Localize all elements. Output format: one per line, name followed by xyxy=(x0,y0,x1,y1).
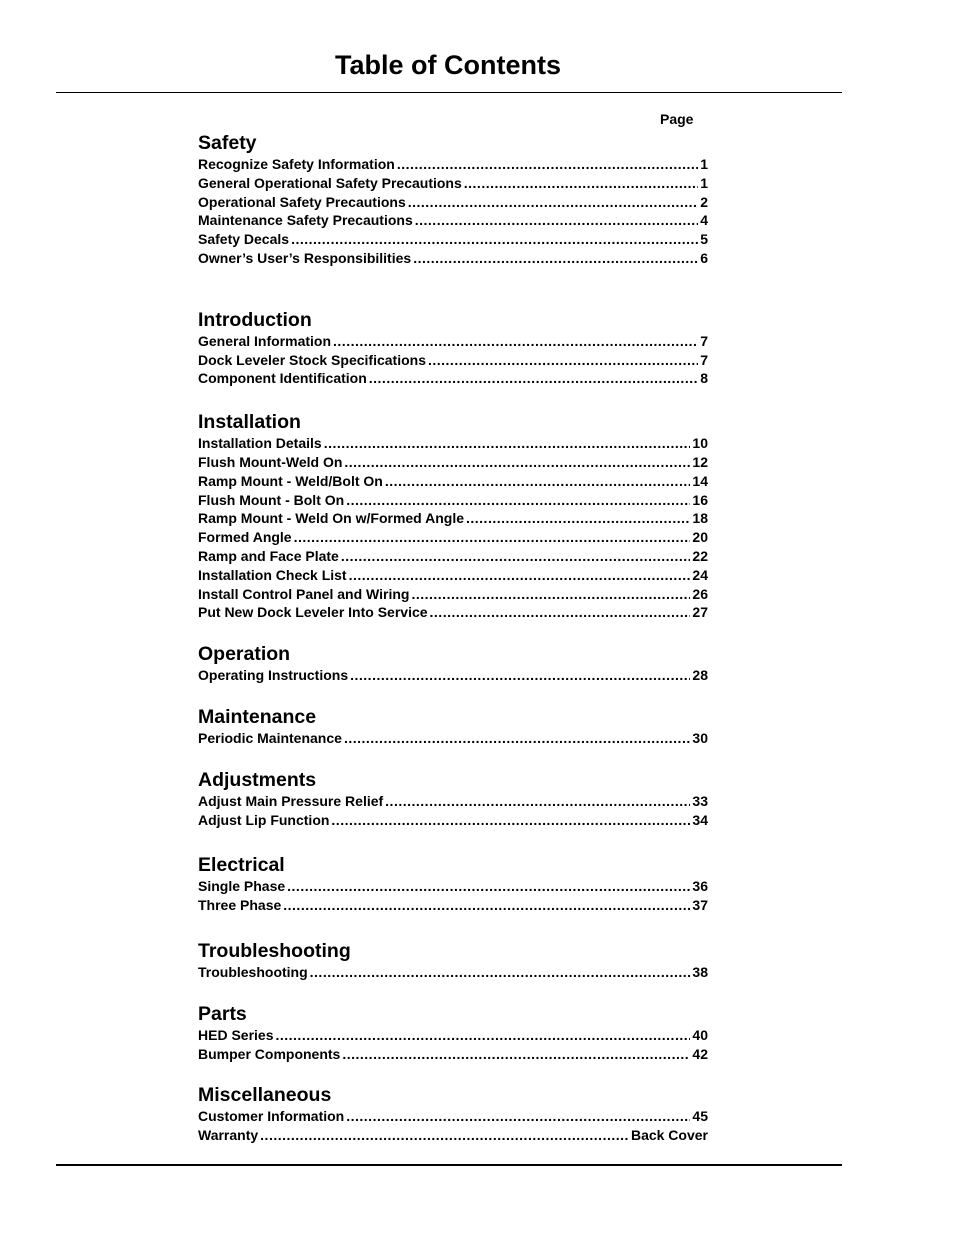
entry-label: Operational Safety Precautions xyxy=(198,193,406,210)
section-title: Introduction xyxy=(198,308,312,331)
toc-section xyxy=(198,1002,708,1064)
toc-entry[interactable] xyxy=(198,729,708,748)
toc-entry[interactable] xyxy=(198,249,708,268)
toc-entry[interactable] xyxy=(198,585,708,604)
dot-leader xyxy=(428,351,698,370)
toc-entry[interactable] xyxy=(198,1126,708,1145)
toc-section xyxy=(198,131,708,268)
toc-entry[interactable] xyxy=(198,211,708,230)
entry-page-number: 37 xyxy=(692,897,708,914)
entry-label: Ramp Mount - Weld On w/Formed Angle xyxy=(198,510,464,527)
dot-leader xyxy=(260,1126,629,1145)
toc-entry[interactable] xyxy=(198,528,708,547)
entry-page-number: 2 xyxy=(700,193,708,210)
dot-leader xyxy=(344,453,690,472)
dot-leader xyxy=(341,547,691,566)
dot-leader xyxy=(466,509,690,528)
entry-page-number: 8 xyxy=(700,370,708,387)
section-title: Miscellaneous xyxy=(198,1084,332,1107)
toc-entry[interactable] xyxy=(198,1107,708,1126)
section-title: Installation xyxy=(198,411,301,434)
section-title: Operation xyxy=(198,643,291,666)
dot-leader xyxy=(385,472,691,491)
dot-leader xyxy=(342,1045,690,1064)
toc-entry[interactable] xyxy=(198,792,708,811)
dot-leader xyxy=(287,877,690,896)
entry-page-number: 33 xyxy=(692,792,708,809)
entry-label: Safety Decals xyxy=(198,231,290,248)
entry-page-number: 36 xyxy=(692,878,708,895)
dot-leader xyxy=(369,369,698,388)
entry-page-number: 27 xyxy=(692,604,708,621)
dot-leader xyxy=(331,811,690,830)
section-title: Adjustments xyxy=(198,768,317,791)
dot-leader xyxy=(333,332,698,351)
toc-entry[interactable] xyxy=(198,547,708,566)
entry-page-number: 42 xyxy=(692,1045,708,1062)
toc-entry[interactable] xyxy=(198,566,708,585)
toc-entry[interactable] xyxy=(198,603,708,622)
dot-leader xyxy=(413,249,698,268)
entry-label: Maintenance Safety Precautions xyxy=(198,212,413,229)
entry-page-number: 38 xyxy=(692,963,708,980)
dot-leader xyxy=(344,729,690,748)
toc-entry[interactable] xyxy=(198,491,708,510)
entry-label: Formed Angle xyxy=(198,529,292,546)
top-divider xyxy=(56,92,842,93)
section-title: Troubleshooting xyxy=(198,939,351,962)
entry-page-number: 18 xyxy=(692,510,708,527)
toc-section xyxy=(198,642,708,685)
toc-entry[interactable] xyxy=(198,230,708,249)
entry-label: Flush Mount-Weld On xyxy=(198,453,343,470)
toc-entry[interactable] xyxy=(198,193,708,212)
entry-page-number: 40 xyxy=(692,1026,708,1043)
toc-entry[interactable] xyxy=(198,369,708,388)
dot-leader xyxy=(275,1026,690,1045)
toc-section xyxy=(198,705,708,748)
entry-page-number: 28 xyxy=(692,667,708,684)
entry-page-number: Back Cover xyxy=(630,1127,708,1144)
toc-entry[interactable] xyxy=(198,509,708,528)
dot-leader xyxy=(415,211,698,230)
entry-label: Recognize Safety Information xyxy=(198,156,395,172)
dot-leader xyxy=(283,896,690,915)
entry-label: Install Control Panel and Wiring xyxy=(198,585,410,602)
entry-label: General Operational Safety Precautions xyxy=(198,174,462,191)
toc-entry[interactable] xyxy=(198,963,708,982)
page-title: Table of Contents xyxy=(335,50,561,80)
entry-page-number: 1 xyxy=(700,156,708,172)
dot-leader xyxy=(346,1107,690,1126)
toc-entry[interactable] xyxy=(198,1045,708,1064)
entry-page-number: 10 xyxy=(692,435,708,452)
toc-entry[interactable] xyxy=(198,174,708,193)
page-column-label: Page xyxy=(660,111,694,127)
toc-section xyxy=(198,939,708,982)
dot-leader xyxy=(291,230,698,249)
entry-page-number: 45 xyxy=(692,1108,708,1125)
toc-section xyxy=(198,308,708,388)
dot-leader xyxy=(346,491,690,510)
dot-leader xyxy=(294,528,691,547)
entry-page-number: 5 xyxy=(700,231,708,248)
toc-section xyxy=(198,410,708,622)
entry-page-number: 16 xyxy=(692,491,708,508)
bottom-divider xyxy=(56,1164,842,1166)
entry-label: Installation Details xyxy=(198,435,322,452)
dot-leader xyxy=(324,434,691,453)
entry-label: Customer Information xyxy=(198,1108,345,1125)
section-title: Electrical xyxy=(198,854,285,877)
entry-page-number: 30 xyxy=(692,729,708,746)
entry-label: Three Phase xyxy=(198,897,282,914)
dot-leader xyxy=(349,566,691,585)
toc-entry[interactable] xyxy=(198,155,708,174)
dot-leader xyxy=(385,792,690,811)
toc-entry[interactable] xyxy=(198,1026,708,1045)
toc-entry[interactable] xyxy=(198,453,708,472)
section-title: Safety xyxy=(198,132,257,154)
toc-section xyxy=(198,768,708,830)
dot-leader xyxy=(310,963,691,982)
entry-page-number: 34 xyxy=(692,811,708,828)
toc-entry[interactable] xyxy=(198,877,708,896)
dot-leader xyxy=(350,666,690,685)
entry-page-number: 6 xyxy=(700,249,708,266)
entry-label: HED Series xyxy=(198,1026,274,1043)
entry-label: Bumper Components xyxy=(198,1045,341,1062)
entry-label: Periodic Maintenance xyxy=(198,729,342,746)
entry-page-number: 24 xyxy=(692,566,708,583)
toc-entry[interactable] xyxy=(198,811,708,830)
entry-label: Component Identification xyxy=(198,370,367,387)
entry-label: Ramp and Face Plate xyxy=(198,547,339,564)
entry-label: Operating Instructions xyxy=(198,667,349,684)
entry-label: Adjust Main Pressure Relief xyxy=(198,792,384,809)
toc-entry[interactable] xyxy=(198,472,708,491)
toc-section xyxy=(198,853,708,915)
dot-leader xyxy=(408,193,698,212)
toc-entry[interactable] xyxy=(198,351,708,370)
entry-label: Ramp Mount - Weld/Bolt On xyxy=(198,472,383,489)
entry-page-number: 22 xyxy=(692,547,708,564)
entry-label: Warranty xyxy=(198,1127,259,1144)
toc-entry[interactable] xyxy=(198,666,708,685)
entry-label: Owner’s User’s Responsibilities xyxy=(198,249,412,266)
entry-page-number: 7 xyxy=(700,332,708,349)
entry-page-number: 26 xyxy=(692,585,708,602)
entry-page-number: 14 xyxy=(692,472,708,489)
toc-section xyxy=(198,1083,708,1145)
entry-label: Troubleshooting xyxy=(198,963,308,980)
dot-leader xyxy=(411,585,690,604)
entry-page-number: 7 xyxy=(700,351,708,368)
entry-label: Flush Mount - Bolt On xyxy=(198,491,345,508)
toc-entry[interactable] xyxy=(198,434,708,453)
section-title: Parts xyxy=(198,1002,247,1025)
dot-leader xyxy=(397,155,698,174)
entry-label: Dock Leveler Stock Specifications xyxy=(198,351,426,368)
entry-label: Single Phase xyxy=(198,878,286,895)
table-of-contents xyxy=(198,131,708,1145)
entry-label: Put New Dock Leveler Into Service xyxy=(198,604,428,621)
toc-entry[interactable] xyxy=(198,896,708,915)
entry-label: Adjust Lip Function xyxy=(198,811,330,828)
entry-page-number: 4 xyxy=(700,212,708,229)
entry-page-number: 20 xyxy=(692,529,708,546)
toc-entry[interactable] xyxy=(198,332,708,351)
dot-leader xyxy=(464,174,698,193)
entry-page-number: 12 xyxy=(692,453,708,470)
entry-label: General Information xyxy=(198,332,332,349)
entry-page-number: 1 xyxy=(700,174,708,191)
dot-leader xyxy=(430,603,691,622)
entry-label: Installation Check List xyxy=(198,566,347,583)
section-title: Maintenance xyxy=(198,705,317,728)
